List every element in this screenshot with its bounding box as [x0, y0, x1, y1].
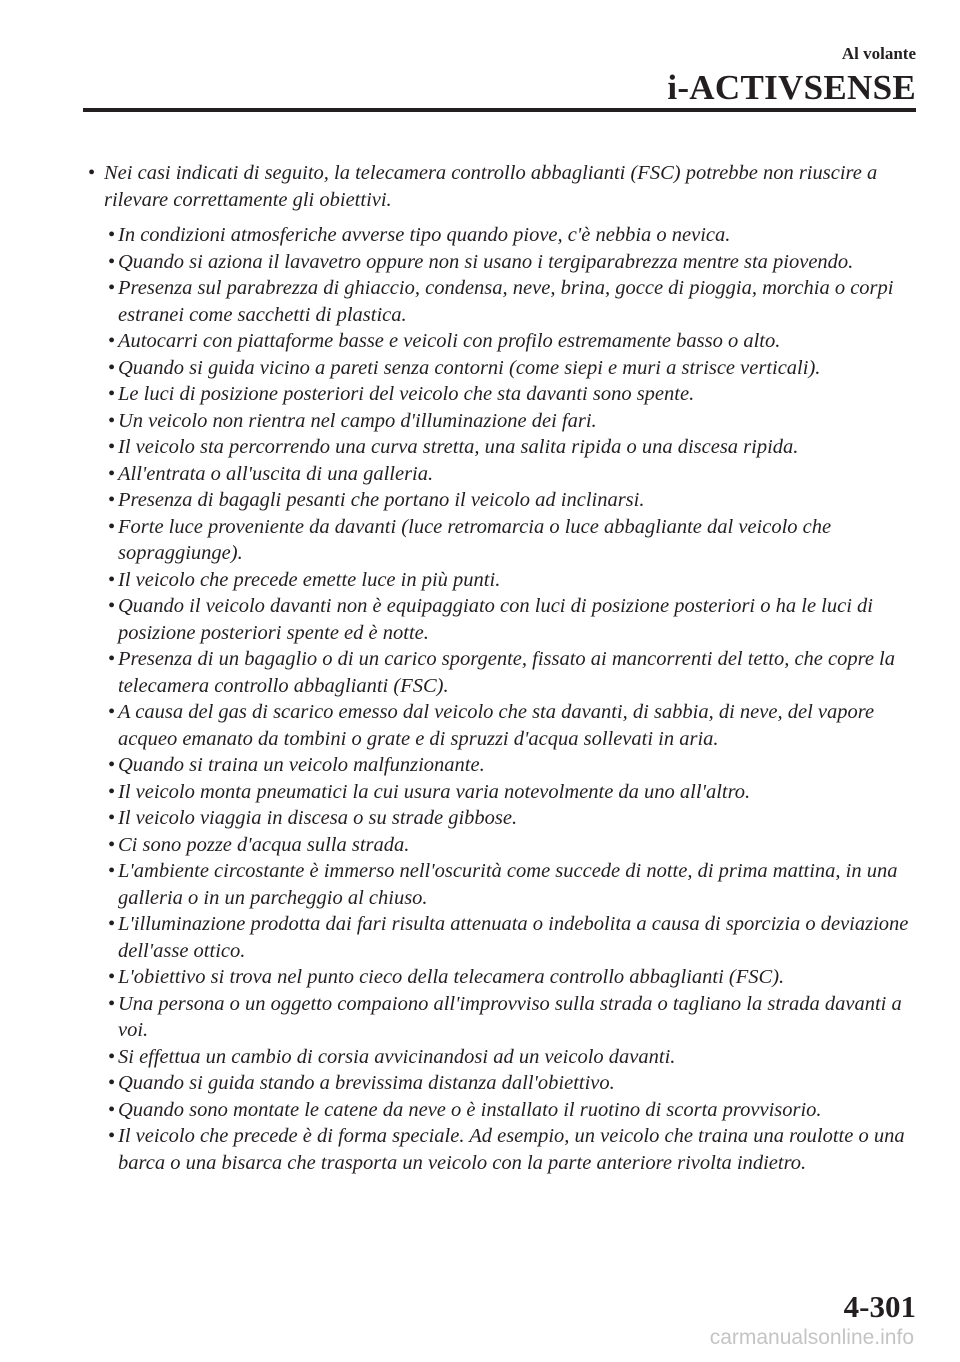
list-item — [86, 1070, 916, 1097]
header-rule — [83, 108, 916, 112]
intro-text: Nei casi indicati di seguito, la telecamera controllo abbaglianti (FSC) potrebbe non riuscire a rilevare correttamente gli obiettivi. — [104, 162, 878, 211]
list-item — [86, 1097, 916, 1124]
list-item — [86, 328, 916, 355]
list-item-text: L'illuminazione prodotta dai fari risulta attenuata o indebolita a causa di sporcizia o deviazione dell'asse ottico. — [118, 913, 909, 962]
intro-paragraph — [86, 160, 916, 213]
list-item — [86, 991, 916, 1044]
bullet-marker: • — [108, 409, 116, 432]
bullet-marker: • — [108, 833, 116, 856]
bullet-marker: • — [108, 1098, 116, 1121]
list-item — [86, 646, 916, 699]
page-number: 4-301 — [843, 1289, 916, 1324]
list-item — [86, 249, 916, 276]
list-item — [86, 275, 916, 328]
bullet-marker: • — [108, 913, 116, 935]
bullet-marker: • — [108, 224, 116, 246]
bullet-marker: • — [88, 162, 96, 184]
bullet-marker: • — [108, 330, 116, 352]
list-item-text: Forte luce proveniente da davanti (luce retromarcia o luce abbagliante dal veicolo che sopraggiunge). — [118, 515, 832, 564]
bullet-marker: • — [108, 1045, 116, 1068]
list-item — [86, 858, 916, 911]
list-item-text: L'ambiente circostante è immerso nell'oscurità come succede di notte, di prima mattina, in una galleria o in un parcheggio al chiuso. — [118, 860, 898, 909]
list-item-text: Quando si traina un veicolo malfunzionante. — [118, 754, 485, 776]
list-item — [86, 381, 916, 408]
list-item-text: Una persona o un oggetto compaiono all'improvviso sulla strada o tagliano la strada davanti a voi. — [118, 992, 902, 1041]
bullet-marker: • — [108, 250, 116, 273]
bullet-marker: • — [108, 277, 116, 299]
list-item — [86, 1044, 916, 1071]
bullet-marker: • — [108, 436, 116, 458]
list-item-text: A causa del gas di scarico emesso dal veicolo che sta davanti, di sabbia, di neve, del vapore acqueo emanato da tombini o grate e di spruzzi d'acqua sollevati in aria. — [118, 701, 875, 750]
bullet-marker: • — [108, 489, 116, 511]
bullet-marker: • — [108, 780, 116, 803]
list-item — [86, 434, 916, 461]
bullet-marker: • — [108, 860, 116, 882]
bullet-marker: • — [108, 648, 116, 670]
page-content — [86, 160, 916, 1176]
bullet-marker: • — [108, 515, 116, 538]
bullet-marker: • — [108, 356, 116, 379]
bullet-marker: • — [108, 595, 116, 617]
bullet-marker: • — [108, 966, 116, 988]
section-label: Al volante — [841, 44, 916, 63]
chapter-title: i-ACTIVSENSE — [667, 68, 916, 107]
list-item-text: Quando sono montate le catene da neve o è installato il ruotino di scorta provvisorio. — [118, 1098, 822, 1121]
list-item-text: Quando il veicolo davanti non è equipaggiato con luci di posizione posteriori o ha le luci di posizione posteriori spente ed è notte. — [118, 595, 873, 644]
list-item-text: In condizioni atmosferiche avverse tipo quando piove, c'è nebbia o nevica. — [118, 224, 731, 246]
list-item — [86, 487, 916, 514]
list-item — [86, 567, 916, 594]
bullet-marker: • — [108, 1125, 116, 1147]
list-item-text: Si effettua un cambio di corsia avvicinandosi ad un veicolo davanti. — [118, 1045, 676, 1068]
list-item — [86, 461, 916, 488]
bullet-marker: • — [108, 807, 116, 829]
list-item — [86, 355, 916, 382]
list-item — [86, 408, 916, 435]
bullet-marker: • — [108, 1072, 116, 1094]
list-item-text: Un veicolo non rientra nel campo d'illuminazione dei fari. — [118, 409, 597, 432]
bullet-marker: • — [108, 383, 116, 405]
list-item-text: Il veicolo che precede è di forma speciale. Ad esempio, un veicolo che traina una roulotte o una barca o una bisarca che trasporta un veicolo con la parte anteriore rivolta indietro. — [118, 1125, 905, 1174]
list-item — [86, 222, 916, 249]
list-item-text: Quando si guida stando a brevissima distanza dall'obiettivo. — [118, 1072, 615, 1094]
list-item-text: Ci sono pozze d'acqua sulla strada. — [118, 833, 410, 856]
bullet-marker: • — [108, 992, 116, 1015]
list-item — [86, 805, 916, 832]
list-item — [86, 514, 916, 567]
list-item-text: L'obiettivo si trova nel punto cieco della telecamera controllo abbaglianti (FSC). — [118, 966, 785, 988]
list-item — [86, 964, 916, 991]
list-item-text: Presenza sul parabrezza di ghiaccio, condensa, neve, brina, gocce di pioggia, morchia o corpi estranei come sacchetti di plastica. — [118, 277, 894, 326]
bullet-marker: • — [108, 568, 116, 591]
watermark: carmanualsonline.info — [709, 1326, 914, 1349]
page-header — [667, 44, 916, 108]
list-item-text: Il veicolo viaggia in discesa o su strade gibbose. — [118, 807, 518, 829]
list-item-text: Le luci di posizione posteriori del veicolo che sta davanti sono spente. — [118, 383, 695, 405]
bullet-marker: • — [108, 462, 116, 485]
list-item-text: All'entrata o all'uscita di una galleria. — [118, 462, 434, 485]
bullet-marker: • — [108, 754, 116, 776]
list-item-text: Quando si guida vicino a pareti senza contorni (come siepi e muri a strisce verticali). — [118, 356, 821, 379]
list-item — [86, 1123, 916, 1176]
bullet-marker: • — [108, 701, 116, 723]
list-item-text: Autocarri con piattaforme basse e veicoli con profilo estremamente basso o alto. — [118, 330, 781, 352]
list-item-text: Il veicolo monta pneumatici la cui usura varia notevolmente da uno all'altro. — [118, 780, 751, 803]
list-item-text: Presenza di bagagli pesanti che portano il veicolo ad inclinarsi. — [118, 489, 645, 511]
list-item-text: Il veicolo sta percorrendo una curva stretta, una salita ripida o una discesa ripida. — [118, 436, 799, 458]
list-item-text: Presenza di un bagaglio o di un carico sporgente, fissato ai mancorrenti del tetto, che copre la telecamera controllo abbaglianti (FSC). — [118, 648, 895, 697]
conditions-list — [86, 222, 916, 1176]
list-item-text: Quando si aziona il lavavetro oppure non si usano i tergiparabrezza mentre sta piovendo. — [118, 250, 854, 273]
list-item — [86, 911, 916, 964]
list-item — [86, 832, 916, 859]
list-item — [86, 593, 916, 646]
list-item-text: Il veicolo che precede emette luce in più punti. — [118, 568, 501, 591]
list-item — [86, 779, 916, 806]
list-item — [86, 699, 916, 752]
list-item — [86, 752, 916, 779]
